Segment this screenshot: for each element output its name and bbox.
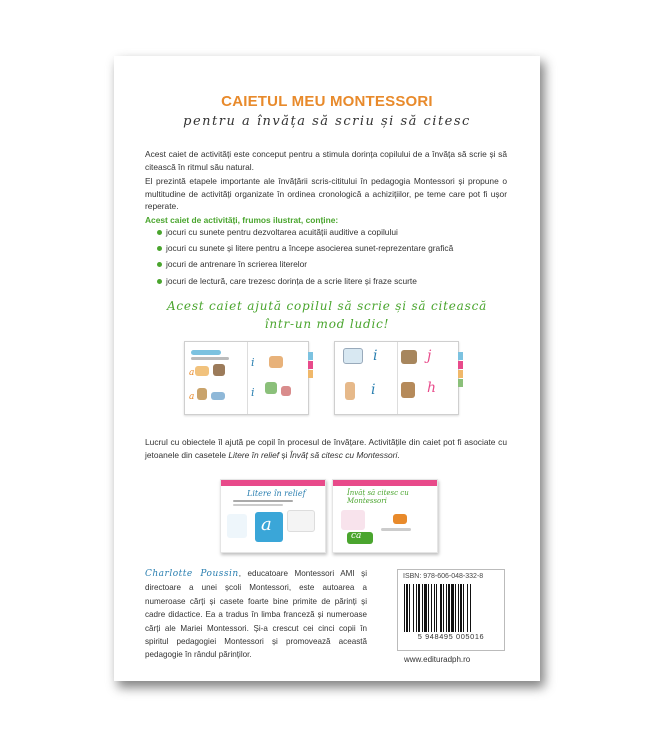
- isbn: ISBN: 978-606-048-332-8: [403, 573, 484, 580]
- sample-spread-right: i i j h: [334, 341, 459, 415]
- tagline-line-2: într-un mod ludic!: [264, 317, 390, 331]
- tagline-line-1: Acest caiet ajută copilul să scrie și să citească: [166, 299, 488, 313]
- author-bio: Charlotte Poussin, educatoare Montessori AMI și directoare a unei școli Montessori, este autoarea a numeroase cărți și casete foarte bine primite de părinți și cadre didactice. Ea a tradus în limba franceză și numeroase cărți ale Mariei Montessori. Și-a crescut cei cinci copii în spiritul pedagogiei Montessori și promovează această pedagogie în rândul părinților.: [145, 569, 367, 660]
- box-title-ref-2: Învăț să citesc cu Montessori: [289, 449, 398, 460]
- intro-paragraph: Acest caiet de activități este conceput pentru a stimula dorința copilului de a învăța să scrie și să citească în ritmul său natural.: [145, 149, 507, 172]
- barcode: [404, 584, 498, 632]
- features-list: [157, 224, 507, 289]
- product-box-invat-sa-citesc: Învăț să citesc cu Montessori ca: [332, 479, 442, 555]
- sample-spread-left: a a i i: [184, 341, 309, 415]
- book-title: CAIETUL MEU MONTESSORI: [221, 93, 433, 110]
- materials-paragraph: Lucrul cu obiectele îl ajută pe copil în procesul de învățare. Activitățile din caiet pot fi asociate cu jetoanele din casetele Litere în relief și Învăț să citesc cu Montessori.: [145, 437, 507, 460]
- list-item: jocuri cu sunete și litere pentru a începe asocierea sunet-reprezentare grafică: [157, 240, 507, 256]
- author-name: Charlotte Poussin: [145, 569, 239, 579]
- list-item: jocuri cu sunete pentru dezvoltarea acuității auditive a copilului: [157, 224, 507, 240]
- publisher-website: www.edituradph.ro: [404, 655, 471, 664]
- method-paragraph: El prezintă etapele importante ale învățării scris-cititului în pedagogia Montessori și propune o multitudine de activități organizate în ordinea cronologică a achizițiilor, pe teme care pot fi ușor reperate.: [145, 176, 507, 211]
- box-2-title: Învăț să citesc cu Montessori: [347, 489, 409, 505]
- tagline: [114, 297, 540, 333]
- features-heading: Acest caiet de activități, frumos ilustrat, conține:: [145, 215, 339, 225]
- product-box-litere-in-relief: Litere în relief a: [220, 479, 330, 555]
- list-item: jocuri de lectură, care trezesc dorința de a scrie litere și fraze scurte: [157, 273, 507, 289]
- book-subtitle: pentru a învăța să scriu și să citesc: [183, 114, 471, 129]
- box-1-title: Litere în relief: [247, 489, 306, 498]
- barcode-box: [397, 569, 505, 651]
- list-item: jocuri de antrenare în scrierea literelor: [157, 256, 507, 272]
- barcode-digits: 5 948495 005016: [417, 632, 485, 641]
- book-back-cover: [114, 56, 540, 681]
- box-title-ref-1: Litere în relief: [228, 449, 280, 460]
